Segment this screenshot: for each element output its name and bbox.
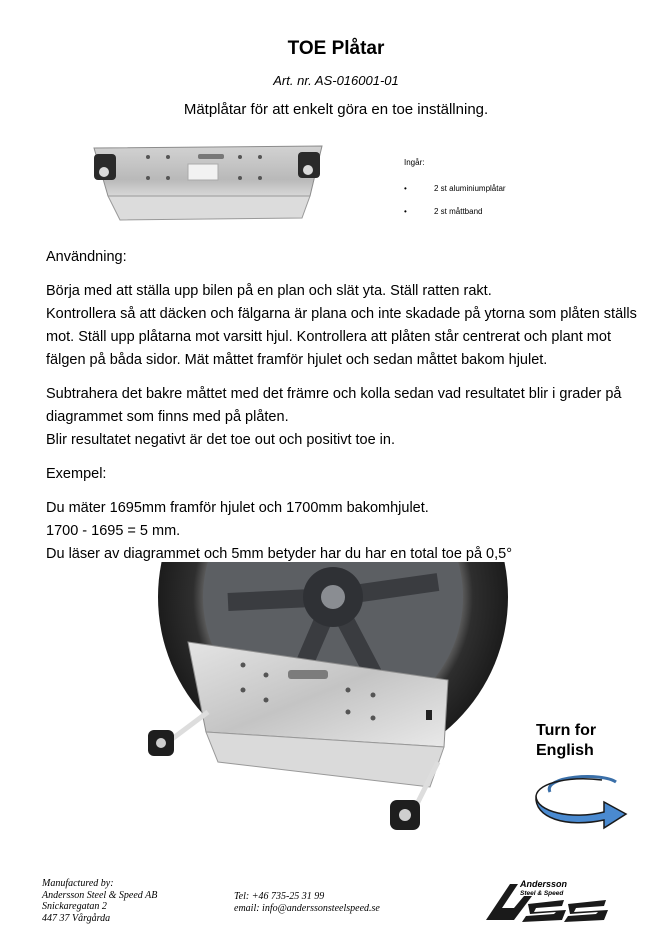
contents-item-label: 2 st aluminiumplåtar bbox=[434, 184, 506, 193]
turn-callout-line: Turn for bbox=[536, 722, 597, 739]
contents-item: • 2 st aluminiumplåtar bbox=[404, 184, 506, 193]
usage-heading: Användning: bbox=[46, 249, 127, 265]
svg-text:Steel & Speed: Steel & Speed bbox=[520, 890, 564, 897]
brand-logo bbox=[484, 878, 612, 924]
turn-callout-line: English bbox=[536, 742, 594, 759]
paragraph-line: fälgen på båda sidor. Mät måttet framför hjulet och sedan måttet bakom hjulet. bbox=[46, 352, 548, 368]
example-heading: Exempel: bbox=[46, 466, 107, 482]
example-line: 1700 - 1695 = 5 mm. bbox=[46, 523, 181, 539]
example-line: Du mäter 1695mm framför hjulet och 1700mm bakomhjulet. bbox=[46, 500, 429, 516]
email: email: info@anderssonsteelspeed.se bbox=[234, 902, 380, 914]
turn-arrow-icon bbox=[532, 768, 630, 832]
paragraph-line: diagrammet som finns med på plåten. bbox=[46, 409, 289, 425]
contents-item: • 2 st måttband bbox=[404, 207, 483, 216]
contact-block bbox=[234, 891, 380, 914]
wheel-photo bbox=[148, 562, 508, 862]
subtitle: Mätplåtar för att enkelt göra en toe inställning. bbox=[183, 101, 489, 118]
manufacturer-line: 447 37 Vårgårda bbox=[42, 912, 111, 924]
manufacturer-line: Snickaregatan 2 bbox=[42, 901, 107, 912]
paragraph-line: Subtrahera det bakre måttet med det främre och kolla sedan vad resultatet blir i grader på bbox=[46, 386, 622, 402]
example-line: Du läser av diagrammet och 5mm betyder har du har en total toe på 0,5° bbox=[46, 546, 513, 562]
turn-callout bbox=[536, 721, 596, 761]
paragraph-line: mot. Ställ upp plåtarna mot varsitt hjul. Kontrollera att plåten står centrerat och plant mot bbox=[46, 329, 611, 345]
manufacturer-line: Andersson Steel & Speed AB bbox=[42, 889, 158, 901]
paragraph-line: Kontrollera så att däcken och fälgarna är plana och inte skadade på ytorna som plåten ställs bbox=[46, 306, 637, 322]
plate-photo bbox=[90, 140, 325, 228]
paragraph-line: Blir resultatet negativt är det toe out och positivt toe in. bbox=[46, 432, 395, 448]
page-title: TOE Plåtar bbox=[287, 38, 385, 59]
usage-section bbox=[46, 246, 646, 566]
phone: Tel: +46 735-25 31 99 bbox=[234, 891, 325, 902]
contents-item-label: 2 st måttband bbox=[434, 207, 483, 216]
manufacturer-line: Manufactured by: bbox=[42, 878, 114, 889]
contents-heading: Ingår: bbox=[404, 158, 425, 167]
manufacturer-block bbox=[42, 878, 157, 924]
svg-text:Andersson: Andersson bbox=[520, 879, 568, 889]
article-number: Art. nr. AS-016001-01 bbox=[273, 73, 399, 88]
paragraph-line: Börja med att ställa upp bilen på en plan och slät yta. Ställ ratten rakt. bbox=[46, 283, 492, 299]
